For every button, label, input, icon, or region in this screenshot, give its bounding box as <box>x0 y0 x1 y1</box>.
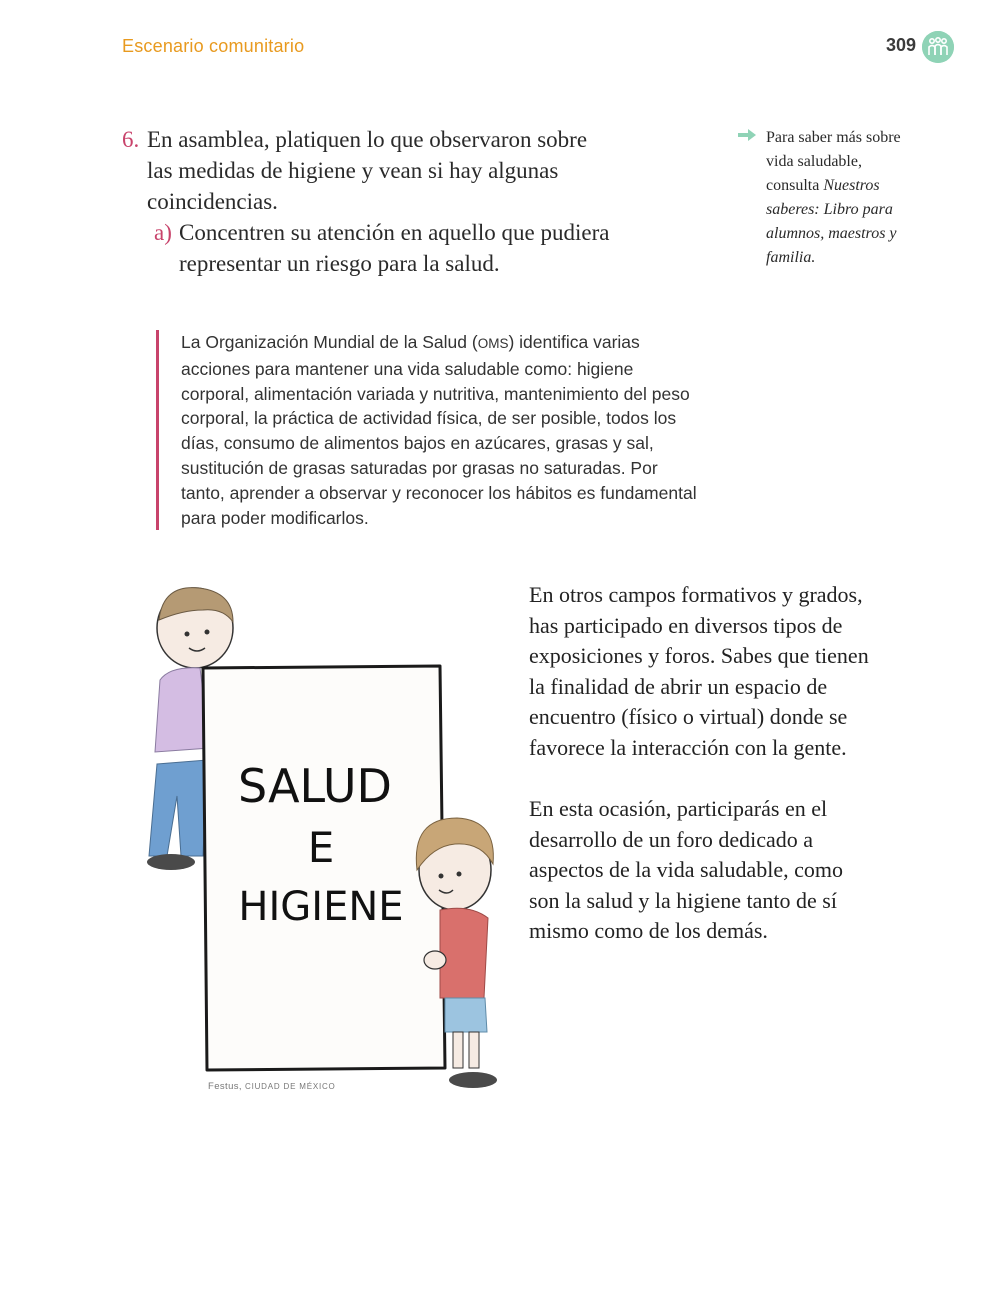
page-number: 309 <box>886 35 917 55</box>
body-paragraph-1: En otros campos formativos y grados, has participado en diversos tipos de exposiciones y foros. Sabes que tienen la finalidad de abrir un espacio de encuentro (físico o virtual) donde se favorece la interacción con la gente. <box>529 582 869 760</box>
info-text-end: ) identifica varias acciones para mantener una vida saludable como: higiene corporal, alimentación variada y nutritiva, mantenimiento del peso corporal, la práctica de actividad física, de ser posible, todos los días, consumo de alimentos bajos en azúcares, grasas y sal, sustitución de grasas saturadas por grasas no saturadas. Por tanto, aprender a observar y reconocer los hábitos es fundamental para poder modificarlos. <box>181 332 697 528</box>
body-paragraph-2: En esta ocasión, participarás en el desarrollo de un foro dedicado a aspectos de la vida saludable, como son la salud y la higiene tanto de sí mismo como de los demás. <box>529 796 844 943</box>
info-acronym: OMS <box>477 336 509 351</box>
sign-line-2: E <box>307 823 335 872</box>
info-text-start: La Organización Mundial de la Salud ( <box>181 332 478 352</box>
activity-text: En asamblea, platiquen lo que observaron sobre las medidas de higiene y vean si hay algunas coincidencias. <box>147 127 588 214</box>
info-box <box>156 330 701 530</box>
illustration-caption <box>208 1081 336 1092</box>
sidenote-text: Para saber más sobre vida saludable, consulta <box>766 129 901 194</box>
sign-line-3: HIGIENE <box>238 884 404 930</box>
sign-line-1: SALUD <box>238 759 392 813</box>
caption-place: CIUDAD DE MÉXICO <box>245 1082 336 1091</box>
activity-number: 6. <box>122 127 140 152</box>
sub-item-letter: a) <box>154 220 172 245</box>
illustration-salud-e-higiene <box>135 580 505 1095</box>
caption-author: Festus, <box>208 1081 242 1092</box>
sidenote <box>740 126 910 270</box>
section-title: Escenario comunitario <box>122 36 305 56</box>
activity-sub-item <box>154 217 624 279</box>
community-icon <box>922 31 954 63</box>
sidenote-book-title: Nuestros saberes: Libro para alumnos, maestros y familia. <box>766 177 897 266</box>
activity-6 <box>122 124 610 276</box>
arrow-right-icon <box>737 128 757 142</box>
sub-item-text: Concentren su atención en aquello que pudiera representar un riesgo para la salud. <box>179 220 610 276</box>
